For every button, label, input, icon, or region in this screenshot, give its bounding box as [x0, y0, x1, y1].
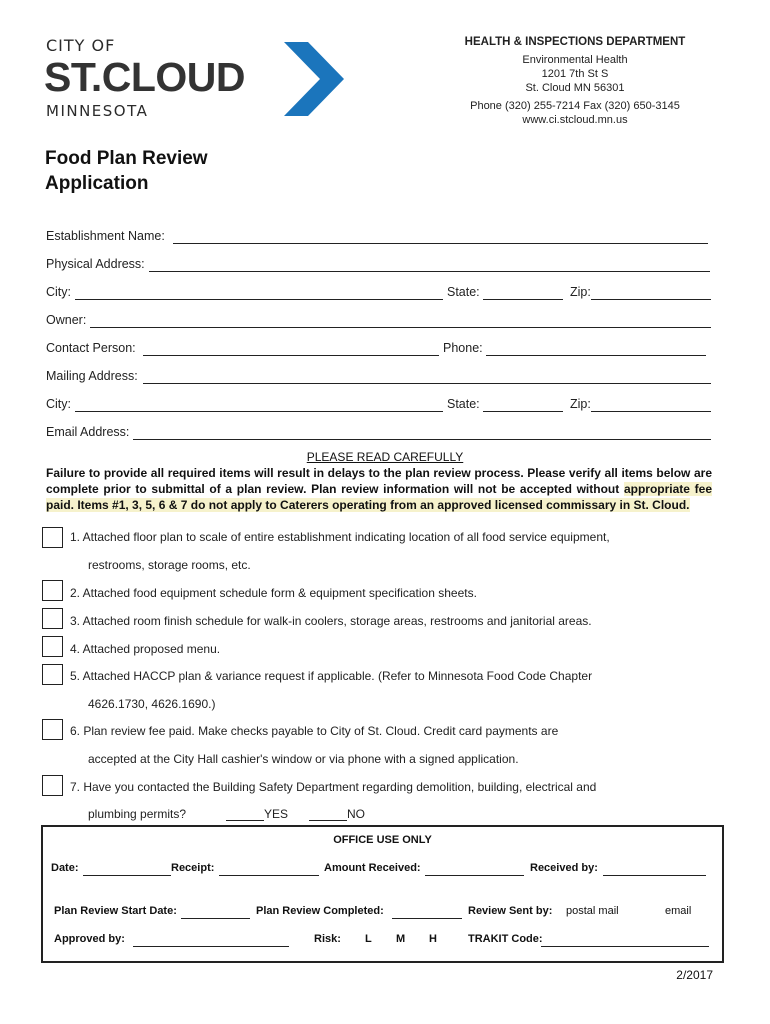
dept-line: St. Cloud MN 56301 [525, 82, 625, 94]
no-label: NO [347, 807, 365, 821]
email-address-label: Email Address: [46, 425, 130, 439]
state2-label: State: [447, 397, 480, 411]
contact-person-label: Contact Person: [46, 341, 136, 355]
item6-checkbox[interactable] [42, 719, 63, 740]
office-completed-field[interactable] [392, 918, 462, 919]
office-sent-by-label: Review Sent by: [468, 905, 553, 917]
item7-text-cont: plumbing permits? [88, 807, 187, 821]
establishment-field[interactable] [173, 243, 708, 244]
state-field[interactable] [483, 299, 563, 300]
zip-label: Zip: [570, 285, 591, 299]
owner-field[interactable] [90, 327, 711, 328]
state-label: State: [447, 285, 480, 299]
yes-blank[interactable] [226, 820, 264, 821]
office-received-by-field[interactable] [603, 875, 706, 876]
dept-phone: Phone (320) 255-7214 Fax (320) 650-3145 [470, 100, 680, 112]
office-use-box [41, 825, 724, 963]
item1-text-cont: restrooms, storage rooms, etc. [88, 558, 251, 572]
item1-checkbox[interactable] [42, 527, 63, 548]
item3-checkbox[interactable] [42, 608, 63, 629]
office-receipt-label: Receipt: [171, 862, 215, 874]
office-risk-l[interactable]: L [365, 933, 372, 945]
office-risk-label: Risk: [314, 933, 341, 945]
item3-text: 3. Attached room finish schedule for walk-in coolers, storage areas, restrooms and janitorial areas. [70, 614, 592, 628]
logo-chevron-icon [282, 40, 346, 118]
zip2-label: Zip: [570, 397, 591, 411]
city2-field[interactable] [75, 411, 443, 412]
office-risk-m[interactable]: M [396, 933, 406, 945]
office-postal-option[interactable]: postal mail [566, 905, 619, 917]
office-start-label: Plan Review Start Date: [54, 905, 177, 917]
office-received-by-label: Received by: [530, 862, 598, 874]
physical-address-field[interactable] [149, 271, 710, 272]
office-date-label: Date: [51, 862, 79, 874]
item4-text: 4. Attached proposed menu. [70, 642, 221, 656]
warning-text [46, 465, 712, 513]
warning-text-highlighted: appropriate fee paid. Items #1, 3, 5, 6 & 7 do not apply to Caterers operating from an approved licensed commissary in St. Cloud. [46, 482, 712, 512]
office-approved-field[interactable] [133, 946, 289, 947]
city2-label: City: [46, 397, 71, 411]
form-title-line1: Food Plan Review [45, 148, 208, 169]
office-amount-label: Amount Received: [324, 862, 421, 874]
office-trakit-label: TRAKIT Code: [468, 933, 543, 945]
dept-line: 1201 7th St S [541, 68, 609, 80]
office-completed-label: Plan Review Completed: [256, 905, 384, 917]
item5-text-cont: 4626.1730, 4626.1690.) [88, 697, 216, 711]
logo-city-of: CITY OF [46, 36, 116, 55]
item5-text: 5. Attached HACCP plan & variance request if applicable. (Refer to Minnesota Food Code Chapter [70, 669, 593, 683]
office-amount-field[interactable] [425, 875, 524, 876]
zip-field[interactable] [591, 299, 711, 300]
email-address-field[interactable] [133, 439, 711, 440]
item1-text: 1. Attached floor plan to scale of entire establishment indicating location of all food service equipment, [70, 530, 610, 544]
zip2-field[interactable] [591, 411, 711, 412]
logo-st-cloud: ST.CLOUD [44, 54, 245, 100]
office-trakit-field[interactable] [541, 946, 709, 947]
form-title-line2: Application [45, 173, 149, 194]
dept-title: HEALTH & INSPECTIONS DEPARTMENT [464, 36, 686, 48]
owner-label: Owner: [46, 313, 87, 327]
item6-text-cont: accepted at the City Hall cashier's window or via phone with a signed application. [88, 752, 519, 766]
office-date-field[interactable] [83, 875, 171, 876]
form-title [45, 146, 208, 196]
item5-checkbox[interactable] [42, 664, 63, 685]
item6-text: 6. Plan review fee paid. Make checks payable to City of St. Cloud. Credit card payments are [70, 724, 559, 738]
warning-text-part1: Failure to provide all required items will result in delays to the plan review process. Please verify all items below are complete prior to submittal of a plan review. Plan review information will not be accepted without [46, 466, 712, 496]
state2-field[interactable] [483, 411, 563, 412]
city-field[interactable] [75, 299, 443, 300]
mailing-address-label: Mailing Address: [46, 369, 138, 383]
item2-checkbox[interactable] [42, 580, 63, 601]
office-start-field[interactable] [181, 918, 250, 919]
phone-label: Phone: [443, 341, 483, 355]
city-label: City: [46, 285, 71, 299]
dept-line: Environmental Health [522, 54, 628, 66]
physical-address-label: Physical Address: [46, 257, 145, 271]
office-email-option[interactable]: email [665, 905, 692, 917]
office-approved-label: Approved by: [54, 933, 125, 945]
item7-checkbox[interactable] [42, 775, 63, 796]
phone-field[interactable] [486, 355, 706, 356]
please-read-heading: PLEASE READ CAREFULLY [306, 450, 464, 464]
revision-date: 2/2017 [676, 968, 713, 982]
yes-label: YES [264, 807, 289, 821]
item4-checkbox[interactable] [42, 636, 63, 657]
item7-text: 7. Have you contacted the Building Safety Department regarding demolition, building, electrical and [70, 780, 597, 794]
no-blank[interactable] [309, 820, 347, 821]
office-receipt-field[interactable] [219, 875, 319, 876]
item2-text: 2. Attached food equipment schedule form & equipment specification sheets. [70, 586, 477, 600]
dept-website: www.ci.stcloud.mn.us [522, 114, 628, 126]
contact-person-field[interactable] [143, 355, 439, 356]
office-heading: OFFICE USE ONLY [333, 834, 432, 846]
establishment-label: Establishment Name: [46, 229, 165, 243]
logo-minnesota: MINNESOTA [46, 102, 149, 120]
office-risk-h[interactable]: H [429, 933, 437, 945]
mailing-address-field[interactable] [143, 383, 711, 384]
